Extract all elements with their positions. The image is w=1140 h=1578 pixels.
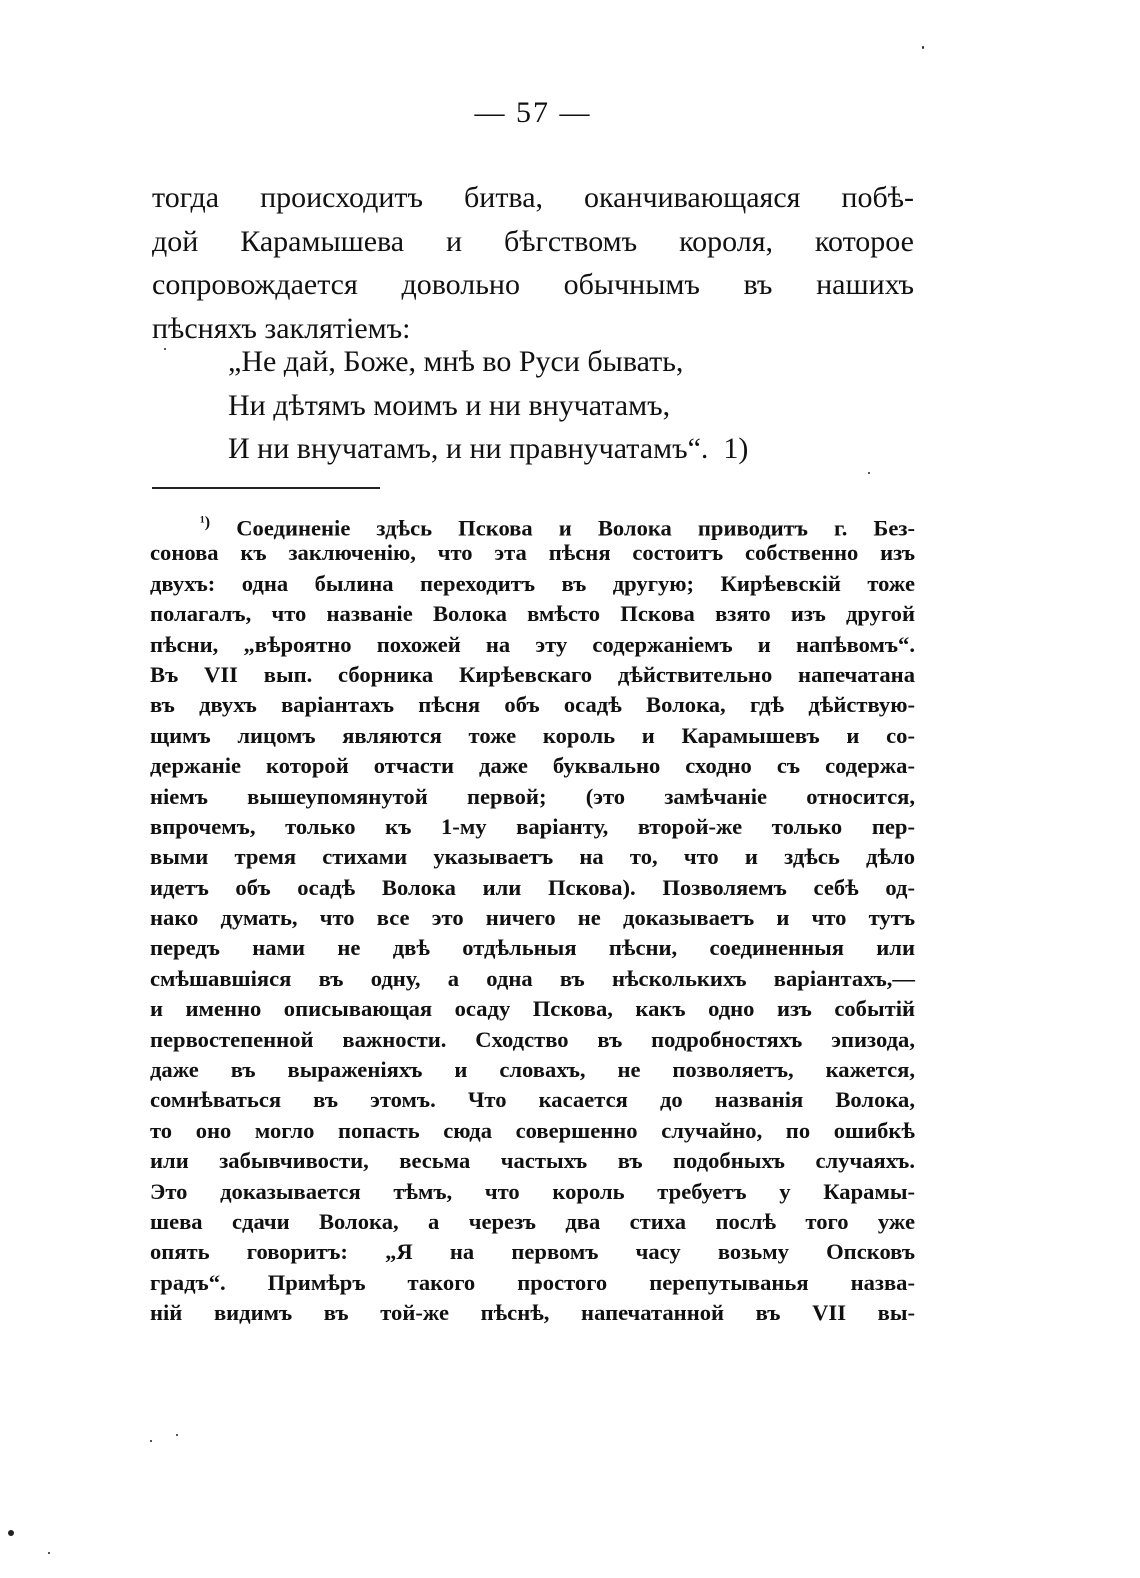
footnote-line: двухъ: одна былина переходитъ въ другую; Кирѣевскій тоже (150, 570, 915, 596)
page-number: — 57 — (474, 96, 592, 129)
text-line: пѣсняхъ заклятіемъ: (152, 311, 411, 345)
scan-speck (8, 1530, 14, 1536)
verse-quote (228, 340, 888, 471)
footnote-line: полагалъ, что названіе Волока вмѣсто Пскова взято изъ другой (150, 601, 915, 627)
footnote-line: идетъ объ осадѣ Волока или Пскова). Позволяемъ себѣ од- (150, 874, 915, 900)
footnote-line: щимъ лицомъ являются тоже король и Карамышевъ и со- (150, 722, 915, 748)
text-line: тогда происходитъ битва, оканчивающаяся побѣ- (152, 181, 914, 214)
footnote-line-text: Соединеніе здѣсь Пскова и Волока приводитъ г. Без- (236, 515, 915, 541)
footnote-line: сомнѣваться въ этомъ. Что касается до названія Волока, (150, 1087, 915, 1113)
footnote-line: первостепенной важности. Сходство въ подробностяхъ эпизода, (150, 1026, 915, 1052)
footnote-mark: ¹) (200, 514, 211, 531)
footnote-line: и именно описывающая осаду Пскова, какъ одно изъ событій (150, 996, 915, 1022)
verse-footnote-mark: 1) (723, 432, 749, 465)
footnote-line: или забывчивости, весьма частыхъ въ подобныхъ случаяхъ. (150, 1148, 915, 1174)
footnote-line: Въ VII вып. сборника Кирѣевскаго дѣйствительно напечатана (150, 661, 915, 687)
text-line: сопровождается довольно обычнымъ въ нашихъ (152, 268, 914, 301)
verse-line (228, 427, 888, 471)
scan-speck (48, 1552, 50, 1554)
footnote-line: ній видимъ въ той-же пѣснѣ, напечатанной въ VII вы- (150, 1300, 915, 1326)
footnote-line: опять говоритъ: „Я на первомъ часу возьму Опсковъ (150, 1239, 915, 1265)
footnote-line: передъ нами не двѣ отдѣльныя пѣсни, соединенныя или (150, 935, 915, 961)
footnote-line: градъ“. Примѣръ такого простого перепутыванья назва- (150, 1269, 915, 1295)
footnote-line: сонова къ заключенію, что эта пѣсня состоитъ собственно изъ (150, 540, 915, 566)
verse-line: „Не дай, Боже, мнѣ во Руси бывать, (228, 345, 684, 378)
footnote-line: Это доказывается тѣмъ, что король требуетъ у Карамы- (150, 1178, 915, 1204)
footnote-line: впрочемъ, только къ 1-му варіанту, второй-же только пер- (150, 813, 915, 839)
footnote (150, 508, 915, 1329)
verse-line: Ни дѣтямъ моимъ и ни внучатамъ, (228, 388, 671, 422)
main-paragraph (152, 176, 914, 350)
footnote-line: шева сдачи Волока, а черезъ два стиха послѣ того уже (150, 1208, 915, 1234)
scan-speck (922, 46, 924, 49)
scan-speck (176, 1434, 178, 1436)
footnote-line: выми тремя стихами указываетъ на то, что и здѣсь дѣло (150, 844, 915, 870)
footnote-line (150, 508, 915, 541)
footnote-line: нако думать, что все это ничего не доказываетъ и что тутъ (150, 905, 915, 931)
footnote-line: даже въ выраженіяхъ и словахъ, не позволяетъ, кажется, (150, 1057, 915, 1083)
footnote-line: ніемъ вышеупомянутой первой; (это замѣчаніе относится, (150, 783, 915, 809)
scan-speck (164, 348, 166, 350)
footnote-line: пѣсни, „вѣроятно похожей на эту содержаніемъ и напѣвомъ“. (150, 631, 915, 657)
text-line: дой Карамышева и бѣгствомъ короля, которое (152, 224, 914, 258)
footnote-divider (152, 487, 380, 489)
footnote-line: въ двухъ варіантахъ пѣсня объ осадѣ Волока, гдѣ дѣйствую- (150, 692, 915, 718)
footnote-line: смѣшавшіяся въ одну, а одна въ нѣсколькихъ варіантахъ,— (150, 965, 915, 991)
footnote-line: то оно могло попасть сюда совершенно случайно, по ошибкѣ (150, 1117, 915, 1143)
scan-speck (150, 1440, 152, 1442)
verse-line-text: И ни внучатамъ, и ни правнучатамъ“. (228, 432, 709, 465)
footnote-line: держаніе которой отчасти даже буквально сходно съ содержа- (150, 753, 915, 779)
scan-speck (868, 472, 870, 474)
